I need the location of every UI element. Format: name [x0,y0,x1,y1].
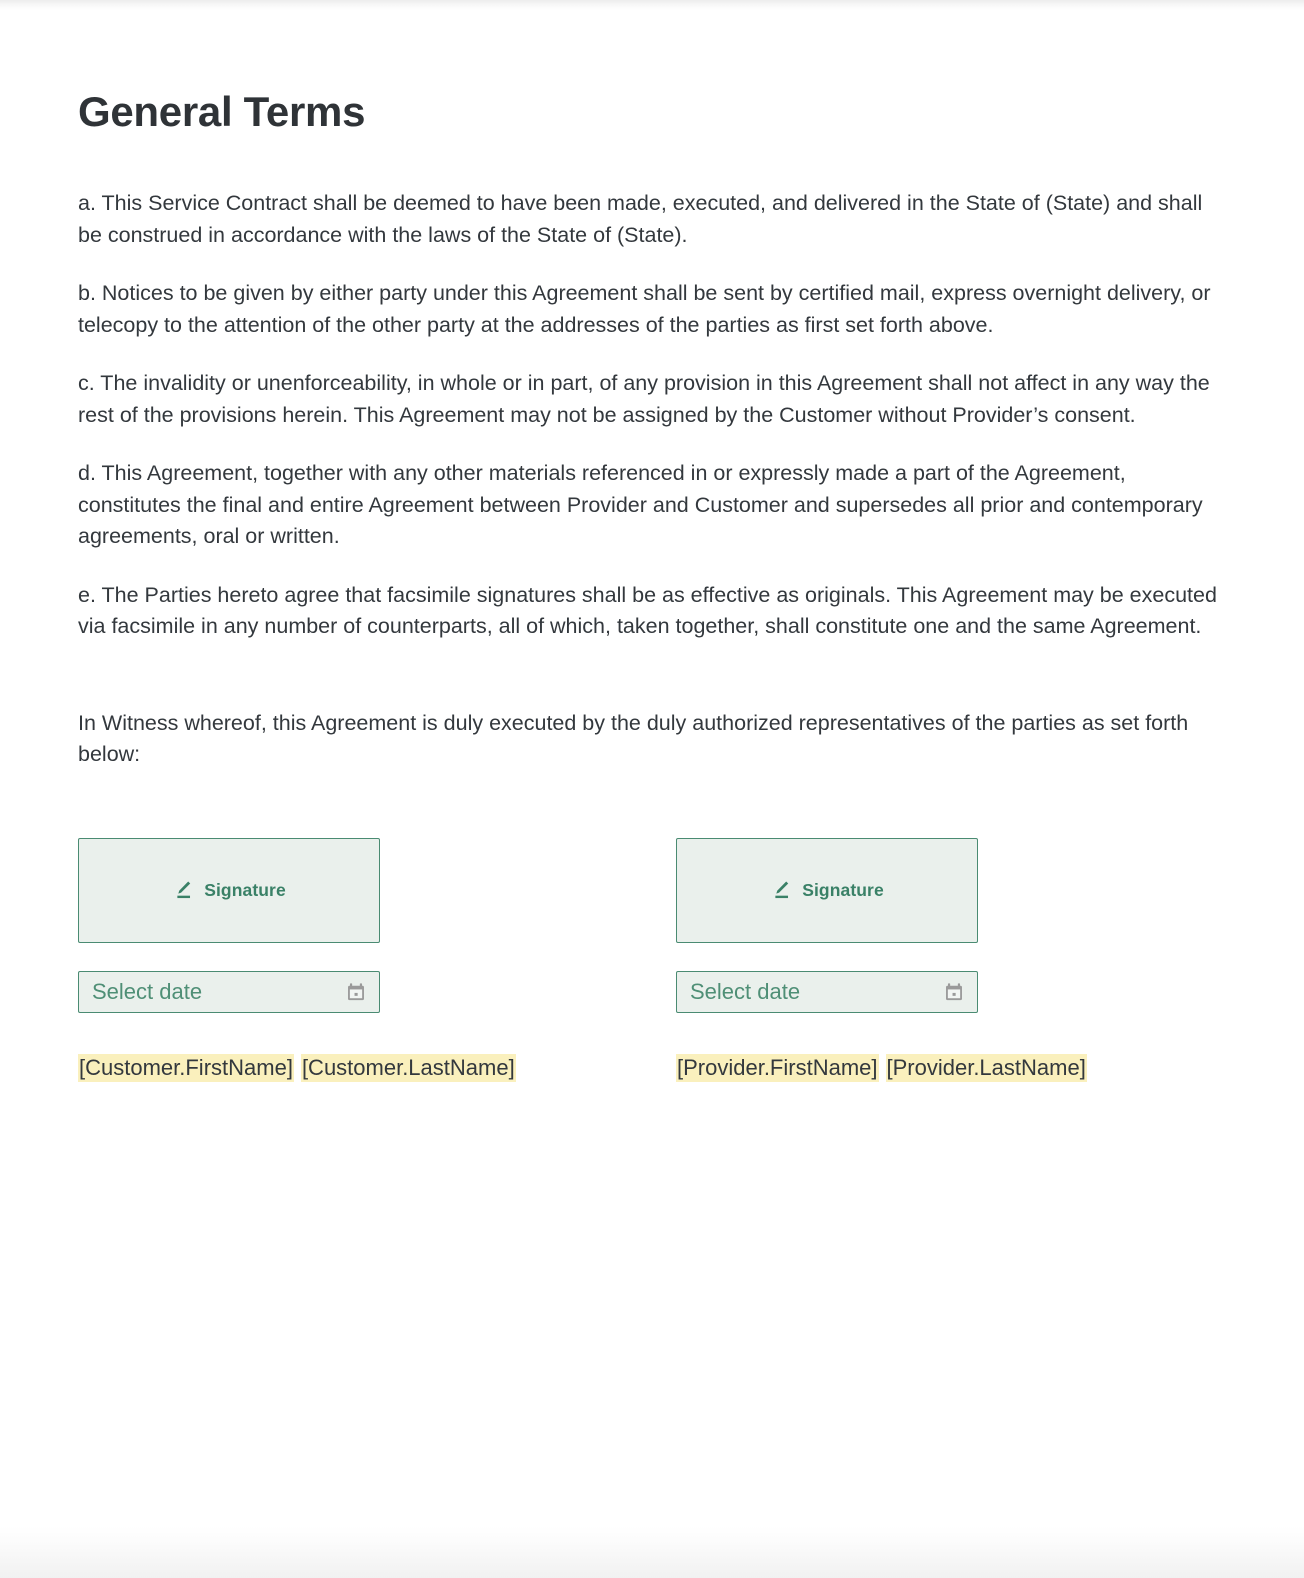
signature-field-customer[interactable] [78,838,380,943]
merge-token-provider-lastname[interactable]: [Provider.LastName] [886,1054,1086,1080]
clause-paragraph-d: d. This Agreement, together with any other materials referenced in or expressly made a part of the Agreement, constitutes the final and entire Agreement between Provider and Customer and supersedes all prior and contemporary agreements, oral or written. [78,461,1203,549]
clause-paragraph-e: e. The Parties hereto agree that facsimile signatures shall be as effective as originals. This Agreement may be executed via facsimile in any number of counterparts, all of which, taken together, shall constitute one and the same Agreement. [78,582,1217,639]
clause-paragraph-b: b. Notices to be given by either party under this Agreement shall be sent by certified mail, express overnight delivery, or telecopy to the attention of the other party at the addresses of the parties as first set forth above. [78,281,1211,337]
provider-name-tokens [676,1054,1086,1083]
date-placeholder-text: Select date [690,978,801,1004]
date-picker-provider[interactable] [676,971,978,1013]
merge-token-customer-lastname[interactable]: [Customer.LastName] [301,1054,515,1080]
witness-clause: In Witness whereof, this Agreement is duly executed by the duly authorized representatives of the parties as set forth below: [78,710,1189,767]
clause-paragraph-a: a. This Service Contract shall be deemed to have been made, executed, and delivered in the State of (State) and shall be construed in accordance with the laws of the State of (State). [78,191,1203,247]
signature-block-customer [78,838,515,1083]
merge-token-customer-firstname[interactable]: [Customer.FirstName] [79,1054,293,1080]
page-title: General Terms [78,88,366,135]
signature-label: Signature [802,879,884,900]
date-placeholder-text: Select date [92,978,203,1004]
pen-sign-icon [770,879,793,902]
clause-paragraph-c: c. The invalidity or unenforceability, in whole or in part, of any provision in this Agreement shall not affect in any way the rest of the provisions herein. This Agreement may not be assigned by the Customer without Provider’s consent. [78,371,1210,427]
pen-sign-icon [172,879,195,902]
customer-name-tokens [78,1054,515,1083]
merge-token-provider-firstname[interactable]: [Provider.FirstName] [677,1054,878,1080]
calendar-icon[interactable] [345,981,367,1003]
signature-area [78,838,1226,1083]
calendar-icon[interactable] [943,981,965,1003]
signature-block-provider [676,838,1086,1083]
signature-label: Signature [204,879,286,900]
date-picker-customer[interactable] [78,971,380,1013]
signature-field-provider[interactable] [676,838,978,943]
